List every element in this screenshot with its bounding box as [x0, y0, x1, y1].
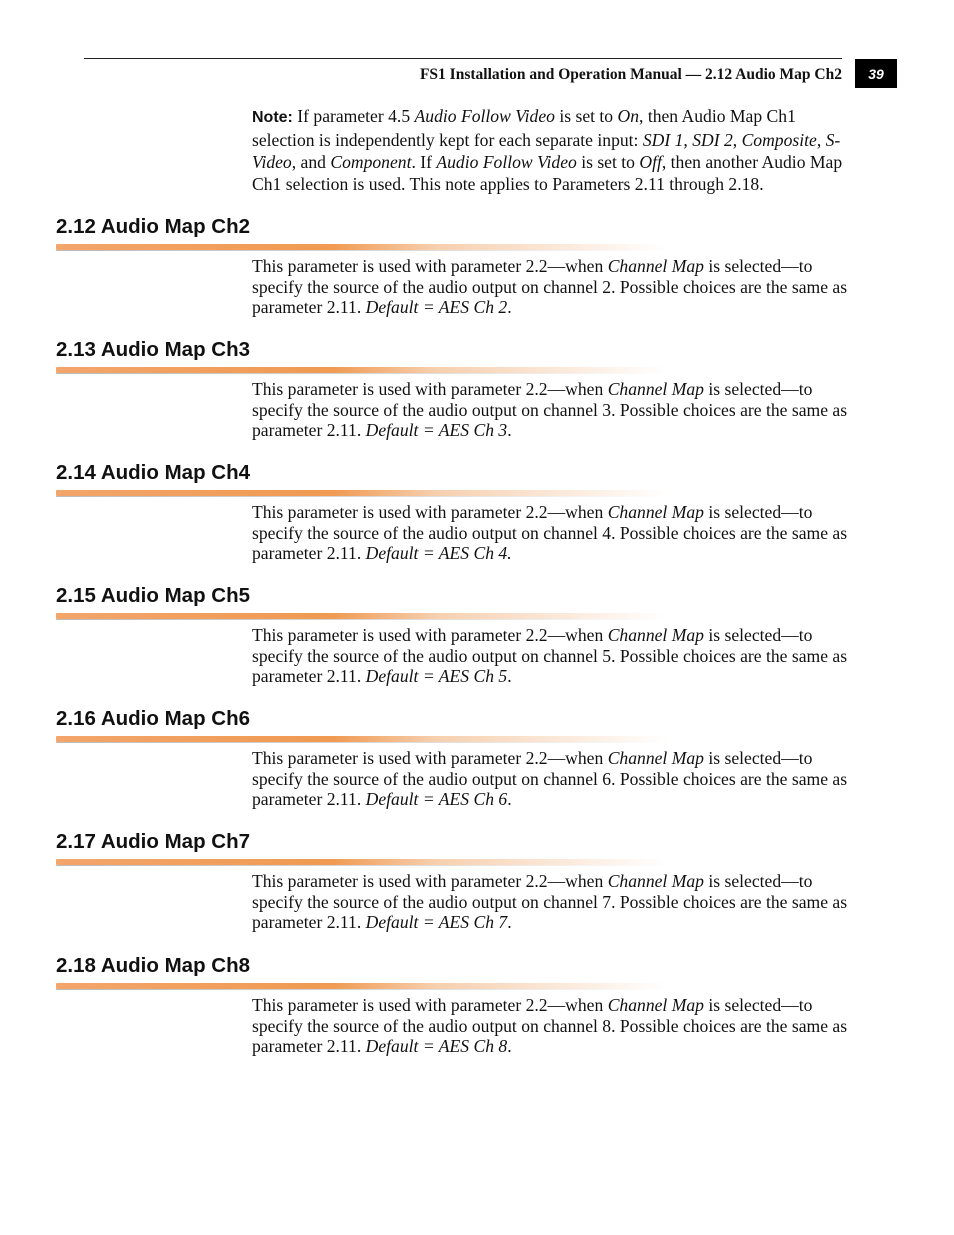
section-body: This parameter is used with parameter 2.2—when Channel Map is selected—to specify the source of the audio output on channel 5. Possible choices are the same as parameter 2.11. Default = AES Ch 5.: [252, 625, 848, 686]
note-emphasis: Audio Follow Video: [436, 152, 577, 172]
section-heading: 2.12 Audio Map Ch2: [56, 215, 251, 238]
note-text: , then another Audio Map Ch1 selection is used. This note applies to Parameters 2.11 through 2.18.: [252, 152, 843, 194]
note-emphasis: Composite: [741, 130, 817, 150]
section-rule: [56, 490, 668, 496]
section-rule: [56, 736, 668, 742]
section-rule: [56, 613, 668, 619]
section-rule: [56, 859, 668, 865]
section-heading: 2.15 Audio Map Ch5: [56, 584, 251, 607]
section-rule: [56, 244, 668, 250]
note-text: , and: [291, 152, 331, 172]
section-body: This parameter is used with parameter 2.2—when Channel Map is selected—to specify the source of the audio output on channel 2. Possible choices are the same as parameter 2.11. Default = AES Ch 2.: [252, 256, 848, 317]
note-text: . If: [411, 152, 437, 172]
page-number: 39: [855, 59, 897, 88]
section-heading: 2.18 Audio Map Ch8: [56, 954, 251, 977]
section-heading: 2.14 Audio Map Ch4: [56, 461, 251, 484]
note-text: ,: [816, 130, 826, 150]
note-emphasis: On: [617, 106, 640, 126]
note-label: Note:: [252, 109, 293, 126]
section-body: This parameter is used with parameter 2.2—when Channel Map is selected—to specify the source of the audio output on channel 7. Possible choices are the same as parameter 2.11. Default = AES Ch 7.: [252, 871, 848, 932]
section-heading: 2.16 Audio Map Ch6: [56, 707, 251, 730]
running-header: FS1 Installation and Operation Manual — 2.12 Audio Map Ch2: [419, 66, 842, 83]
section-heading: 2.13 Audio Map Ch3: [56, 338, 251, 361]
note-text: is set to: [576, 152, 640, 172]
note-text: If parameter 4.5: [292, 106, 415, 126]
section-body: This parameter is used with parameter 2.2—when Channel Map is selected—to specify the source of the audio output on channel 4. Possible choices are the same as parameter 2.11. Default = AES Ch 4.: [252, 502, 848, 563]
note-text: ,: [732, 130, 742, 150]
note-emphasis: SDI 2: [692, 130, 733, 150]
section-body: This parameter is used with parameter 2.2—when Channel Map is selected—to specify the source of the audio output on channel 8. Possible choices are the same as parameter 2.11. Default = AES Ch 8.: [252, 995, 848, 1056]
section-body: This parameter is used with parameter 2.2—when Channel Map is selected—to specify the source of the audio output on channel 6. Possible choices are the same as parameter 2.11. Default = AES Ch 6.: [252, 748, 848, 809]
note-emphasis: Component: [330, 152, 412, 172]
header-rule: [84, 58, 842, 59]
note-emphasis: Audio Follow Video: [414, 106, 555, 126]
note-paragraph: [252, 105, 862, 195]
note-emphasis: S-Video: [252, 130, 841, 172]
section-heading: 2.17 Audio Map Ch7: [56, 830, 251, 853]
note-emphasis: SDI 1: [642, 130, 684, 150]
note-text: ,: [683, 130, 693, 150]
section-rule: [56, 367, 668, 373]
note-text: is set to: [554, 106, 618, 126]
section-rule: [56, 983, 668, 989]
note-emphasis: Off: [639, 152, 662, 172]
note-text: , then Audio Map Ch1 selection is independently kept for each separate input:: [252, 106, 796, 150]
section-body: This parameter is used with parameter 2.2—when Channel Map is selected—to specify the source of the audio output on channel 3. Possible choices are the same as parameter 2.11. Default = AES Ch 3.: [252, 379, 848, 440]
